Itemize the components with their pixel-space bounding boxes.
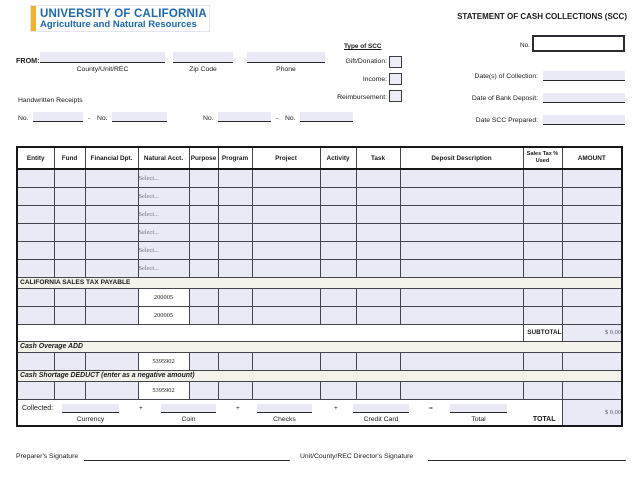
cell-program[interactable] <box>218 352 252 370</box>
natural-acct-dropdown[interactable]: Select... <box>138 223 189 241</box>
cell-fund[interactable] <box>54 241 85 259</box>
natural-acct-dropdown[interactable]: Select... <box>138 241 189 259</box>
cell-purpose[interactable] <box>189 306 218 324</box>
cell-task[interactable] <box>356 288 400 306</box>
cell-amount[interactable] <box>562 306 622 324</box>
cell-project[interactable] <box>252 187 320 205</box>
receipt-end-input-1[interactable] <box>112 112 167 122</box>
cell-fund[interactable] <box>54 205 85 223</box>
cell-amount[interactable] <box>562 288 622 306</box>
sales-tax-row <box>17 306 622 324</box>
cell-purpose[interactable] <box>189 259 218 277</box>
cell-activity[interactable] <box>320 352 356 370</box>
county-unit-rec-input[interactable] <box>40 52 165 63</box>
col-task: Task <box>356 147 400 169</box>
page-title: STATEMENT OF CASH COLLECTIONS (SCC) <box>457 12 627 21</box>
cell-purpose[interactable] <box>189 223 218 241</box>
cell-activity[interactable] <box>320 223 356 241</box>
date-scc-prepared-input[interactable] <box>543 115 625 125</box>
natural-acct-value: 200005 <box>138 288 189 306</box>
type-of-scc-heading: Type of SCC <box>344 43 382 50</box>
logo-line1: UNIVERSITY OF CALIFORNIA <box>40 7 207 20</box>
cell-deposit-description[interactable] <box>400 259 523 277</box>
natural-acct-dropdown[interactable]: Select... <box>138 259 189 277</box>
col-program: Program <box>218 147 252 169</box>
income-label: Income: <box>362 76 387 83</box>
cell-deposit-description[interactable] <box>400 352 523 370</box>
cell-entity[interactable] <box>17 187 54 205</box>
receipt-no-label: No. <box>203 115 214 122</box>
coin-input[interactable] <box>161 404 216 413</box>
cell-financial-dpt[interactable] <box>85 381 138 399</box>
subtotal-spacer <box>17 324 523 341</box>
cell-sales-tax[interactable] <box>523 169 562 187</box>
col-financial-dpt: Financial Dpt. <box>85 147 138 169</box>
plus-sign: + <box>236 404 240 412</box>
cash-shortage-row <box>17 381 622 399</box>
col-natural-acct: Natural Acct. <box>138 147 189 169</box>
credit-card-input[interactable] <box>353 404 409 413</box>
cell-financial-dpt[interactable] <box>85 187 138 205</box>
cell-activity[interactable] <box>320 241 356 259</box>
subtotal-row <box>17 324 622 341</box>
col-fund: Fund <box>54 147 85 169</box>
natural-acct-dropdown[interactable]: Select... <box>138 169 189 187</box>
cell-deposit-description[interactable] <box>400 169 523 187</box>
cell-sales-tax[interactable] <box>523 241 562 259</box>
cell-amount[interactable] <box>562 223 622 241</box>
collected-label: Collected: <box>22 404 54 412</box>
ca-sales-tax-label: CALIFORNIA SALES TAX PAYABLE <box>17 277 622 288</box>
income-checkbox[interactable] <box>389 73 402 85</box>
table-row <box>17 241 622 259</box>
cell-task[interactable] <box>356 187 400 205</box>
cell-activity[interactable] <box>320 187 356 205</box>
cell-deposit-description[interactable] <box>400 306 523 324</box>
cell-task[interactable] <box>356 306 400 324</box>
cell-deposit-description[interactable] <box>400 205 523 223</box>
cell-sales-tax[interactable] <box>523 381 562 399</box>
preparer-signature-label: Preparer's Signature <box>16 453 79 460</box>
cash-overage-label: Cash Overage ADD <box>17 341 622 352</box>
dates-of-collection-input[interactable] <box>543 71 625 81</box>
cell-entity[interactable] <box>17 205 54 223</box>
cell-activity[interactable] <box>320 259 356 277</box>
natural-acct-value: 5395902 <box>138 352 189 370</box>
cell-fund[interactable] <box>54 381 85 399</box>
credit-card-label: Credit Card <box>363 415 399 423</box>
gift-donation-label: Gift/Donation: <box>345 58 387 65</box>
natural-acct-dropdown[interactable]: Select... <box>138 187 189 205</box>
receipt-no-label: No. <box>285 115 296 122</box>
col-purpose: Purpose <box>189 147 218 169</box>
handwritten-receipts-heading: Handwritten Receipts <box>18 97 83 104</box>
cell-amount[interactable] <box>562 259 622 277</box>
cell-program[interactable] <box>218 205 252 223</box>
cell-sales-tax[interactable] <box>523 223 562 241</box>
cell-financial-dpt[interactable] <box>85 306 138 324</box>
cell-task[interactable] <box>356 205 400 223</box>
table-row <box>17 223 622 241</box>
cell-fund[interactable] <box>54 169 85 187</box>
cell-program[interactable] <box>218 288 252 306</box>
table-row <box>17 259 622 277</box>
receipt-dash: - <box>88 115 91 122</box>
plus-sign: + <box>139 404 143 412</box>
natural-acct-dropdown[interactable]: Select... <box>138 205 189 223</box>
cell-task[interactable] <box>356 381 400 399</box>
zip-code-input[interactable] <box>173 52 233 63</box>
col-activity: Activity <box>320 147 356 169</box>
cell-project[interactable] <box>252 205 320 223</box>
cell-sales-tax[interactable] <box>523 187 562 205</box>
cash-overage-row <box>17 352 622 370</box>
cell-financial-dpt[interactable] <box>85 352 138 370</box>
natural-acct-value: 200005 <box>138 306 189 324</box>
cell-entity[interactable] <box>17 381 54 399</box>
cell-financial-dpt[interactable] <box>85 241 138 259</box>
cell-fund[interactable] <box>54 288 85 306</box>
receipt-dash: - <box>276 115 279 122</box>
table-row <box>17 187 622 205</box>
cell-fund[interactable] <box>54 352 85 370</box>
reimbursement-label: Reimbursement: <box>337 94 387 101</box>
cell-financial-dpt[interactable] <box>85 259 138 277</box>
logo-line2: Agriculture and Natural Resources <box>40 18 197 30</box>
col-sales-tax: Sales Tax % Used <box>523 147 562 169</box>
cell-entity[interactable] <box>17 259 54 277</box>
cell-deposit-description[interactable] <box>400 223 523 241</box>
checks-input[interactable] <box>257 404 312 413</box>
checks-label: Checks <box>273 415 296 423</box>
plus-sign: + <box>334 404 338 412</box>
cell-purpose[interactable] <box>189 381 218 399</box>
cash-shortage-label: Cash Shortage DEDUCT (enter as a negative amount) <box>17 370 622 381</box>
cell-project[interactable] <box>252 223 320 241</box>
cell-task[interactable] <box>356 259 400 277</box>
cell-activity[interactable] <box>320 169 356 187</box>
currency-input[interactable] <box>62 404 119 413</box>
cell-program[interactable] <box>218 223 252 241</box>
cell-project[interactable] <box>252 259 320 277</box>
cell-sales-tax[interactable] <box>523 352 562 370</box>
cell-program[interactable] <box>218 259 252 277</box>
cell-fund[interactable] <box>54 223 85 241</box>
cell-program[interactable] <box>218 381 252 399</box>
equals-sign: = <box>429 404 433 412</box>
gift-donation-checkbox[interactable] <box>389 56 402 68</box>
cell-sales-tax[interactable] <box>523 288 562 306</box>
cell-program[interactable] <box>218 187 252 205</box>
cell-entity[interactable] <box>17 306 54 324</box>
cell-activity[interactable] <box>320 381 356 399</box>
cell-sales-tax[interactable] <box>523 205 562 223</box>
cell-deposit-description[interactable] <box>400 241 523 259</box>
sales-tax-row <box>17 288 622 306</box>
ca-sales-tax-bar <box>17 277 622 288</box>
cell-sales-tax[interactable] <box>523 259 562 277</box>
cell-purpose[interactable] <box>189 169 218 187</box>
uc-anr-logo <box>30 5 210 32</box>
cell-amount[interactable] <box>562 187 622 205</box>
cell-project[interactable] <box>252 352 320 370</box>
cell-project[interactable] <box>252 306 320 324</box>
receipt-no-label: No. <box>18 115 29 122</box>
cell-entity[interactable] <box>17 352 54 370</box>
receipt-start-input-2[interactable] <box>218 112 271 122</box>
cell-deposit-description[interactable] <box>400 187 523 205</box>
cell-purpose[interactable] <box>189 205 218 223</box>
col-deposit-description: Deposit Description <box>400 147 523 169</box>
cell-program[interactable] <box>218 241 252 259</box>
cell-activity[interactable] <box>320 288 356 306</box>
date-scc-prepared-label: Date SCC Prepared: <box>475 117 538 124</box>
total-field-label: Total <box>471 415 486 423</box>
table-header-row <box>17 147 622 169</box>
cell-project[interactable] <box>252 169 320 187</box>
cell-fund[interactable] <box>54 306 85 324</box>
cell-fund[interactable] <box>54 187 85 205</box>
cell-financial-dpt[interactable] <box>85 205 138 223</box>
receipt-no-label: No. <box>97 115 108 122</box>
cell-activity[interactable] <box>320 205 356 223</box>
cell-purpose[interactable] <box>189 288 218 306</box>
cell-task[interactable] <box>356 169 400 187</box>
no-label: No. <box>520 42 530 49</box>
collected-breakdown <box>17 399 562 426</box>
director-signature-label: Unit/County/REC Director's Signature <box>300 453 414 460</box>
receipt-start-input-1[interactable] <box>33 112 83 122</box>
cell-financial-dpt[interactable] <box>85 169 138 187</box>
zip-code-label: Zip Code <box>189 66 217 73</box>
cell-entity[interactable] <box>17 223 54 241</box>
natural-acct-value: 5395902 <box>138 381 189 399</box>
preparer-signature-line <box>84 460 290 461</box>
cell-program[interactable] <box>218 306 252 324</box>
cell-task[interactable] <box>356 223 400 241</box>
cell-purpose[interactable] <box>189 352 218 370</box>
cell-financial-dpt[interactable] <box>85 288 138 306</box>
director-signature-line <box>428 460 626 461</box>
table-row <box>17 169 622 187</box>
col-entity: Entity <box>17 147 54 169</box>
total-label: TOTAL <box>532 416 556 423</box>
cell-deposit-description[interactable] <box>400 381 523 399</box>
table-row <box>17 205 622 223</box>
phone-label: Phone <box>276 66 296 73</box>
dates-of-collection-label: Date(s) of Collection: <box>474 73 538 80</box>
cell-fund[interactable] <box>54 259 85 277</box>
county-unit-rec-label: County/Unit/REC <box>76 66 129 73</box>
grand-total-amount: $ 0.00 <box>562 399 622 426</box>
cell-project[interactable] <box>252 381 320 399</box>
cell-program[interactable] <box>218 169 252 187</box>
reimbursement-checkbox[interactable] <box>389 90 402 102</box>
cell-task[interactable] <box>356 241 400 259</box>
cell-entity[interactable] <box>17 241 54 259</box>
cell-entity[interactable] <box>17 169 54 187</box>
cell-amount[interactable] <box>562 205 622 223</box>
cell-project[interactable] <box>252 241 320 259</box>
cell-purpose[interactable] <box>189 241 218 259</box>
collected-total-input[interactable] <box>450 404 507 413</box>
scc-number-input[interactable] <box>532 35 625 52</box>
date-of-bank-deposit-label: Date of Bank Deposit: <box>471 95 538 102</box>
col-project: Project <box>252 147 320 169</box>
col-amount: AMOUNT <box>562 147 622 169</box>
cell-entity[interactable] <box>17 288 54 306</box>
currency-label: Currency <box>76 415 105 423</box>
from-label: FROM: <box>16 56 40 65</box>
cell-sales-tax[interactable] <box>523 306 562 324</box>
cell-activity[interactable] <box>320 306 356 324</box>
cell-deposit-description[interactable] <box>400 288 523 306</box>
cell-amount[interactable] <box>562 381 622 399</box>
cash-shortage-bar <box>17 370 622 381</box>
cash-overage-bar <box>17 341 622 352</box>
collected-row <box>17 399 622 426</box>
cell-financial-dpt[interactable] <box>85 223 138 241</box>
subtotal-label: SUBTOTAL <box>523 324 562 341</box>
cell-task[interactable] <box>356 352 400 370</box>
collections-table <box>16 146 623 427</box>
cell-amount[interactable] <box>562 169 622 187</box>
coin-label: Coin <box>181 415 196 423</box>
subtotal-amount: $ 0.00 <box>562 324 622 341</box>
cell-amount[interactable] <box>562 352 622 370</box>
receipt-end-input-2[interactable] <box>300 112 353 122</box>
cell-amount[interactable] <box>562 241 622 259</box>
cell-project[interactable] <box>252 288 320 306</box>
cell-purpose[interactable] <box>189 187 218 205</box>
date-of-bank-deposit-input[interactable] <box>543 93 625 103</box>
